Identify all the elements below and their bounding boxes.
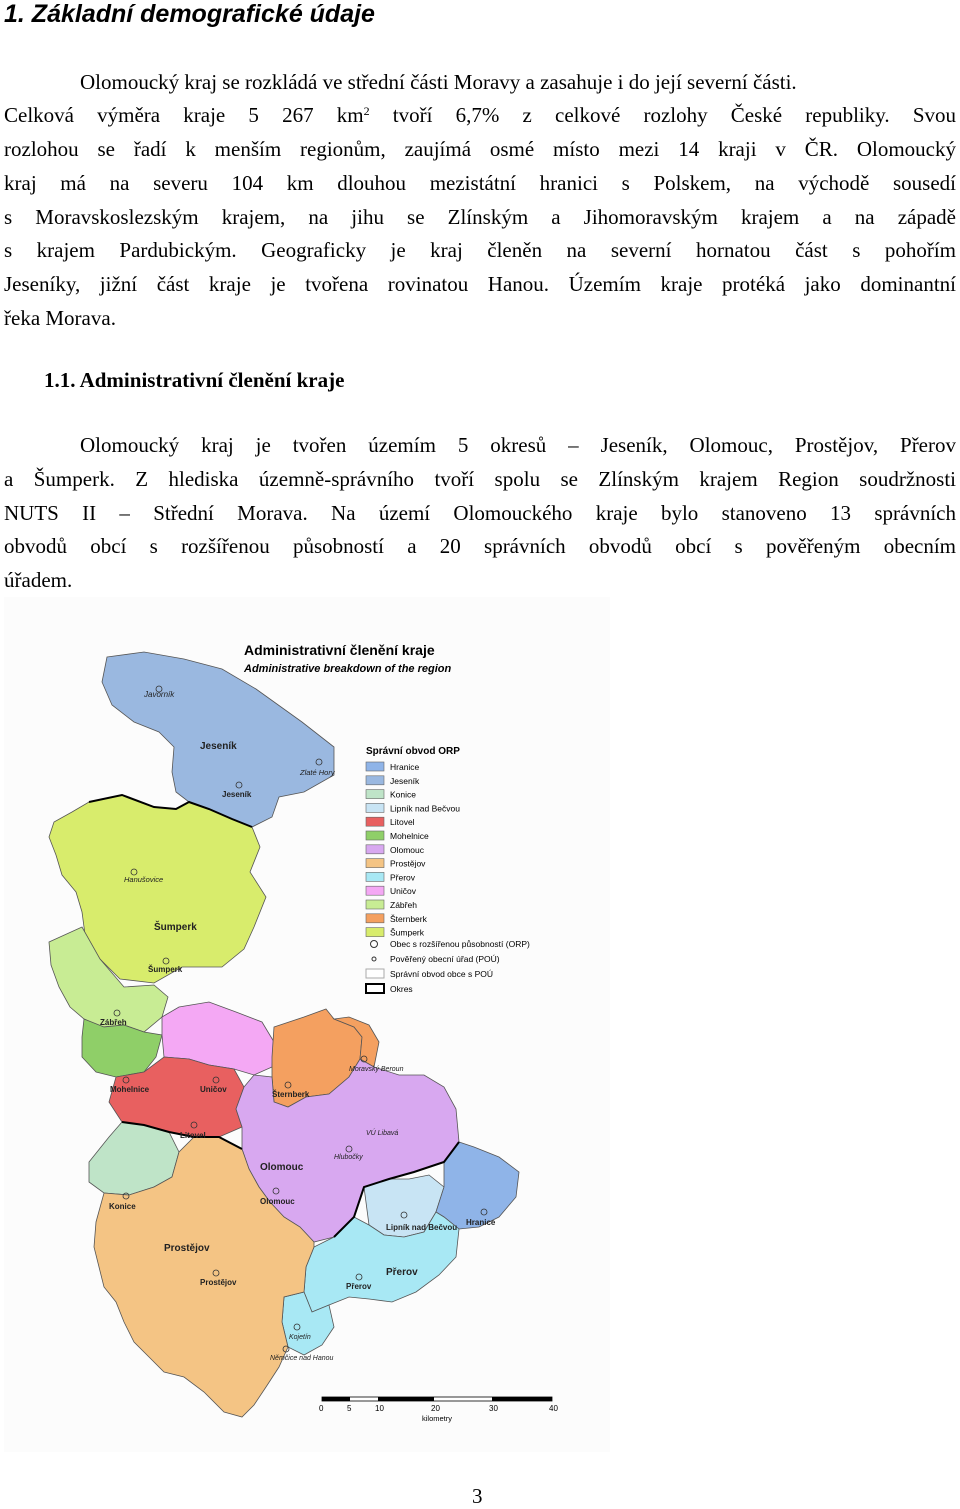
area-text-rest: tvoří 6,7% z celkové rozlohy České republiky. Svou bbox=[369, 103, 956, 127]
legend-pou: Pověřený obecní úřad (POÚ) bbox=[390, 954, 500, 964]
scale-tick-label: 40 bbox=[549, 1404, 558, 1413]
legend-spravni: Správní obvod obce s POÚ bbox=[390, 969, 494, 979]
legend-swatch bbox=[366, 886, 384, 895]
legend-swatch bbox=[366, 900, 384, 909]
label-javornik: Javorník bbox=[144, 690, 175, 699]
paragraph-2-line-1: Olomoucký kraj je tvořen územím 5 okresů – Jeseník, Olomouc, Prostějov, Přerov bbox=[80, 433, 956, 457]
label-konice: Konice bbox=[109, 1202, 136, 1211]
label-jesenik-town: Jeseník bbox=[222, 790, 252, 799]
legend-swatch bbox=[366, 762, 384, 771]
legend-swatch bbox=[366, 803, 384, 812]
label-lipnik: Lipník nad Bečvou bbox=[386, 1223, 458, 1232]
section-heading: 1.1. Administrativní členění kraje bbox=[44, 368, 345, 392]
paragraph-1-line-8: řeka Morava. bbox=[4, 306, 116, 330]
legend-label: Šternberk bbox=[390, 913, 427, 924]
paragraph-1-line-2 bbox=[4, 103, 956, 127]
superscript: 2 bbox=[363, 104, 370, 118]
scale-tick-label: 30 bbox=[489, 1404, 498, 1413]
scale-tick-label: 10 bbox=[375, 1404, 384, 1413]
label-hlubocky: Hlubočky bbox=[334, 1154, 363, 1161]
legend-swatch bbox=[366, 914, 384, 923]
legend-label: Mohelnice bbox=[390, 831, 429, 841]
paragraph-2-line-5: úřadem. bbox=[4, 568, 73, 592]
legend-orp: Obec s rozšířenou působností (ORP) bbox=[390, 939, 530, 949]
legend-swatch bbox=[366, 776, 384, 785]
paragraph-1-line-1: Olomoucký kraj se rozkládá ve střední části Moravy a zasahuje i do její severní části. bbox=[80, 70, 797, 94]
scale-tick-label: 5 bbox=[347, 1404, 352, 1413]
map-title: Administrativní členění kraje bbox=[244, 642, 435, 658]
map-subtitle: Administrative breakdown of the region bbox=[244, 663, 452, 675]
label-hranice: Hranice bbox=[466, 1218, 496, 1227]
legend-label: Přerov bbox=[390, 872, 416, 883]
label-nemcice: Němčice nad Hanou bbox=[270, 1355, 334, 1362]
label-mohelnice: Mohelnice bbox=[110, 1085, 150, 1094]
label-unicov: Uničov bbox=[200, 1085, 227, 1094]
legend-swatch bbox=[366, 790, 384, 799]
legend-label: Lipník nad Bečvou bbox=[390, 803, 460, 814]
label-olomouc-region: Olomouc bbox=[260, 1162, 304, 1173]
label-sumperk-region: Šumperk bbox=[154, 922, 197, 933]
legend-label: Uničov bbox=[390, 886, 416, 897]
page-number: 3 bbox=[472, 1484, 483, 1508]
scale-tick-label: 20 bbox=[431, 1404, 440, 1413]
paragraph-1-line-7: Jeseníky, jižní část kraje je tvořena rovinatou Hanou. Územím kraje protéká jako dominantní bbox=[4, 272, 956, 296]
paragraph-1-line-5: s Moravskoslezským krajem, na jihu se Zlínským a Jihomoravským krajem a na západě bbox=[4, 205, 956, 229]
area-text: Celková výměra kraje 5 267 km bbox=[4, 103, 364, 127]
chapter-heading: 1. Základní demografické údaje bbox=[4, 0, 375, 28]
legend-okres: Okres bbox=[390, 984, 413, 994]
legend-label: Olomouc bbox=[390, 844, 425, 855]
label-prostejov-town: Prostějov bbox=[200, 1278, 237, 1287]
label-prerov-town: Přerov bbox=[346, 1282, 372, 1291]
label-sternberk: Šternberk bbox=[272, 1090, 310, 1099]
paragraph-1-line-6: s krajem Pardubickým. Geograficky je kraj členěn na severní hornatou část s pohořím bbox=[4, 238, 956, 262]
legend-swatch bbox=[366, 872, 384, 881]
legend-label: Zábřeh bbox=[390, 900, 417, 910]
label-zabreh: Zábřeh bbox=[100, 1018, 127, 1027]
legend-swatch bbox=[366, 845, 384, 854]
label-kojetin: Kojetín bbox=[289, 1334, 311, 1341]
paragraph-2-line-3: NUTS II – Střední Morava. Na území Olomouckého kraje bylo stanoveno 13 správních bbox=[4, 501, 956, 525]
legend-swatch bbox=[366, 928, 384, 937]
legend-title: Správní obvod ORP bbox=[366, 746, 460, 757]
legend-swatch bbox=[366, 831, 384, 840]
legend-label: Jeseník bbox=[390, 775, 420, 786]
legend-label: Litovel bbox=[390, 817, 415, 828]
label-litovel: Litovel bbox=[180, 1131, 206, 1140]
label-moravsky-beroun: Moravský Beroun bbox=[349, 1066, 404, 1073]
paragraph-2-line-4: obvodů obcí s rozšířenou působností a 20 správních obvodů obcí s pověřeným obecním bbox=[4, 534, 956, 558]
label-sumperk-town: Šumperk bbox=[148, 965, 183, 974]
legend-label: Hranice bbox=[390, 762, 420, 772]
label-prostejov-region: Prostějov bbox=[164, 1243, 210, 1254]
label-jesenik-region: Jeseník bbox=[200, 741, 237, 752]
label-zlate-hory: Zlaté Hory bbox=[300, 768, 335, 777]
paragraph-1-line-4: kraj má na severu 104 km dlouhou mezistátní hranici s Polskem, na východě sousedí bbox=[4, 171, 956, 195]
paragraph-1-line-3: rozlohou se řadí k menším regionům, zaujímá osmé místo mezi 14 kraji v ČR. Olomoucký bbox=[4, 137, 956, 161]
administrative-map bbox=[4, 597, 610, 1452]
map-svg bbox=[4, 597, 610, 1452]
scale-unit: kilometry bbox=[422, 1414, 453, 1423]
legend-swatch bbox=[366, 859, 384, 868]
label-prerov-region: Přerov bbox=[386, 1267, 418, 1278]
legend-label: Šumperk bbox=[390, 927, 425, 938]
label-olomouc-town: Olomouc bbox=[260, 1197, 295, 1206]
legend-label: Prostějov bbox=[390, 858, 426, 869]
legend-label: Konice bbox=[390, 789, 416, 800]
scale-tick-label: 0 bbox=[319, 1404, 324, 1413]
paragraph-2-line-2: a Šumperk. Z hlediska územně-správního tvoří spolu se Zlínským krajem Region soudržnosti bbox=[4, 467, 956, 491]
label-hanusovice: Hanušovice bbox=[124, 875, 164, 884]
legend-swatch bbox=[366, 817, 384, 826]
label-vu-libava: VÚ Libavá bbox=[366, 1130, 399, 1137]
